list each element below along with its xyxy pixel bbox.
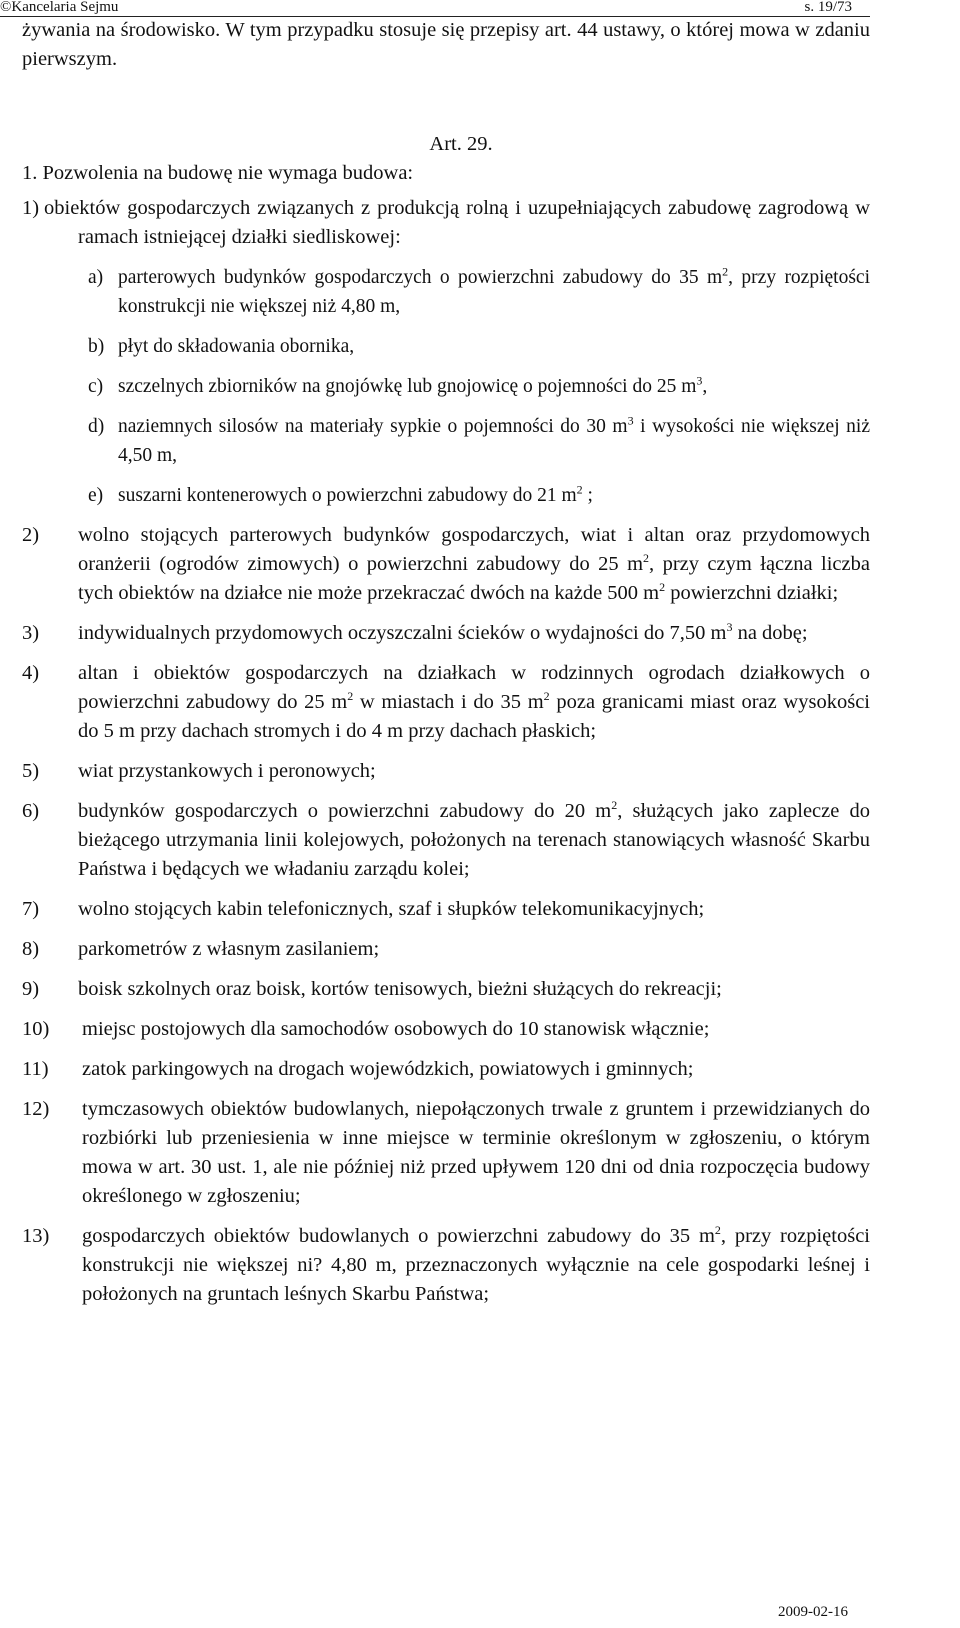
item-number: 1) [22, 197, 40, 219]
list-item: 13) gospodarczych obiektów budowlanych o powierzchni zabudowy do 35 $m^2$, przy rozpiętości konstrukcji nie większej ni? 4,80 m, przeznaczonych wyłącznie na cele gospodarki leśnej i położonych na gruntach leśnych Skarbu Państwa; [22, 1223, 870, 1305]
sub-item: e) suszarni kontenerowych o powierzchni zabudowy do 21 $m^2$ ; [88, 482, 593, 506]
list-item: 2) wolno stojących parterowych budynków gospodarczych, wiat i altan oraz przydomowych oranżerii (ogrodów zimowych) o powierzchni zabudowy do 25 $m^2$, przy czym łączna liczba tych obiektów na działce nie może przekraczać dwóch na każde 500 $m^2$ powierzchni działki; [22, 524, 870, 604]
sub-item: d) naziemnych silosów na materiały sypkie o pojemności do 30 $m^3$ i wysokości nie większej niż 4,50 m, [88, 413, 870, 466]
sub-item: c) szczelnych zbiorników na gnojówkę lub gnojowicę o pojemności do 25 $m^3$, [88, 373, 708, 397]
list-item: 6) budynków gospodarczych o powierzchni zabudowy do 20 $m^2$, służących jako zaplecze do bieżącego utrzymania linii kolejowych, położonych na terenach stanowiących własność Skarbu Państwa i będących we władaniu zarządu kolei; [22, 798, 870, 880]
list-item: 5) wiat przystankowych i peronowych; [22, 760, 376, 782]
list-item: 8) parkometrów z własnym zasilaniem; [22, 938, 380, 960]
footer-date: 2009-02-16 [778, 1604, 848, 1620]
item-text: obiektów gospodarczych związanych z produkcją rolną i uzupełniających zabudowę zagrodową w ramach istniejącej działki siedliskowej: [44, 197, 870, 248]
list-item: 10) miejsc postojowych dla samochodów osobowych do 10 stanowisk włącznie; [22, 1018, 710, 1040]
article-lead: 1. Pozwolenia na budowę nie wymaga budowa: [22, 162, 414, 184]
list-item: 3) indywidualnych przydomowych oczyszczalni ścieków o wydajności do 7,50 $m^3$ na dobę; [22, 620, 808, 644]
list-item: 12) tymczasowych obiektów budowlanych, niepołączonych trwale z gruntem i przewidzianych do rozbiórki lub przeniesienia w inne miejsce w terminie określonym w zgłoszeniu, o którym mowa w art. 30 ust. 1, ale nie później niż przed upływem 120 dni od dnia rozpoczęcia budowy określonego w zgłoszeniu; [22, 1098, 870, 1207]
list-item: 9) boisk szkolnych oraz boisk, kortów tenisowych, bieżni służących do rekreacji; [22, 978, 722, 1000]
list-item: 11) zatok parkingowych na drogach wojewódzkich, powiatowych i gminnych; [22, 1058, 694, 1080]
copyright-label: ©Kancelaria Sejmu [0, 0, 119, 15]
article-title: Art. 29. [429, 133, 493, 155]
sub-item: a) parterowych budynków gospodarczych o powierzchni zabudowy do 35 $m^2$, przy rozpiętości konstrukcji nie większej niż 4,80 m, [88, 264, 870, 317]
document-body [22, 14, 870, 1309]
list-item: 4) altan i obiektów gospodarczych na działkach w rodzinnych ogrodach działkowych o powierzchni zabudowy do 25 $m^2$ w miastach i do 35 $m^2$ poza granicami miast oraz wysokości do 5 m przy dachach stromych i do 4 m przy dachach płaskich; [22, 662, 870, 742]
list-item [22, 194, 870, 252]
page-number: s. 19/73 [804, 0, 852, 15]
sub-item: b) płyt do składowania obornika, [88, 336, 355, 357]
intro-paragraph: żywania na środowisko. W tym przypadku stosuje się przepisy art. 44 ustawy, o której mowa w zdaniu pierwszym. [22, 19, 870, 70]
list-item: 7) wolno stojących kabin telefonicznych, szaf i słupków telekomunikacyjnych; [22, 898, 705, 920]
